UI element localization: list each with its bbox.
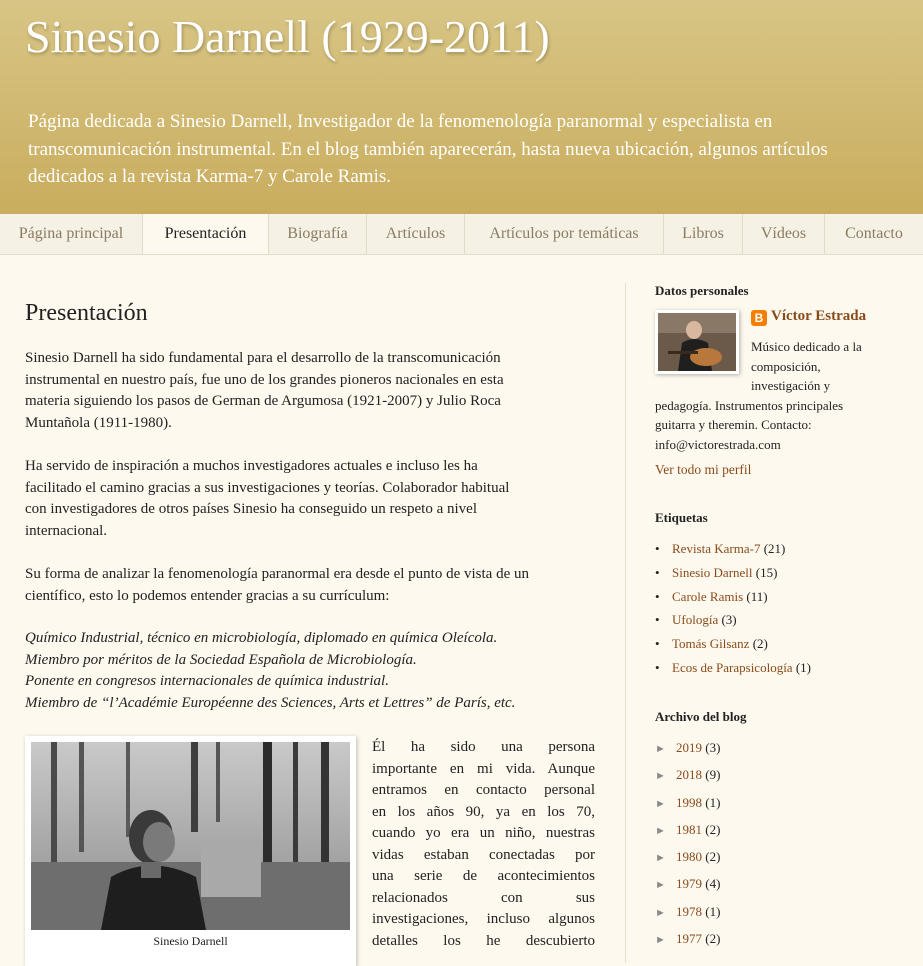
curriculum-item: Miembro por méritos de la Sociedad Española de Microbiología. [25,651,417,668]
archive-item [655,929,720,956]
archive-item [655,793,720,820]
archive-widget-title: Archivo del blog [655,709,747,724]
archive-item [655,847,720,874]
label-item [655,658,811,682]
bullet-icon: • [655,541,660,556]
label-link[interactable]: Ufología [672,612,719,628]
tab-contacto[interactable]: Contacto [845,225,903,242]
bullet-icon: • [655,564,660,580]
label-count: (1) [795,659,811,675]
curriculum-item: Químico Industrial, técnico en microbiología, diplomado en química Oleícola. [25,630,498,646]
archive-count: (1) [705,794,721,810]
text-line: internacional. [25,522,108,539]
tab-articulos-tematicas[interactable]: Artículos por temáticas [465,214,664,254]
tab-biografia[interactable]: Biografía [269,214,367,254]
text-line: cuando yo era un niño, nuestras [372,825,595,841]
bullet-icon: • [655,588,660,604]
archive-year-link[interactable]: 1981 [676,821,702,837]
label-count: (3) [721,612,737,628]
text-line: Muntañola (1911-1980). [25,414,172,431]
archive-item [655,738,720,765]
blog-description: Página dedicada a Sinesio Darnell, Investigador de la fenomenología paranormal y especialista en transcomunicación instrumental. En el blog también aparecerán, hasta nueva ubicación, algunos artículos dedicados a la revista Karma-7 y Carole Ramis. [28,111,828,187]
label-link[interactable]: Tomás Gilsanz [672,636,750,652]
tab-videos[interactable]: Vídeos [743,214,825,254]
label-link[interactable]: Revista Karma-7 [672,541,761,556]
text-line: Ha servido de inspiración a muchos investigadores actuales e incluso les ha [25,458,478,474]
text-line: en los años 90, ya en los 70, [372,803,595,820]
text-line: con investigadores de otros países Sinesio ha conseguido un respeto a nivel [25,501,477,517]
profile-about-line: pedagogía. Instrumentos principales [655,397,844,413]
archive-year-link[interactable]: 2018 [676,767,702,783]
label-item [655,539,811,563]
profile-widget-title: Datos personales [655,283,749,298]
archive-item [655,820,720,847]
archive-year-link[interactable]: 1978 [676,903,702,919]
label-link[interactable]: Ecos de Parapsicología [672,659,793,675]
text-line: científico, esto lo podemos entender gracias a su currículum: [25,587,390,604]
tab-presentacion[interactable]: Presentación [143,214,269,254]
tab-pagina-principal[interactable]: Página principal [0,214,143,254]
blogger-icon: B [751,310,767,326]
sidebar-divider [625,283,626,963]
tab-articulos[interactable]: Artículos [367,214,465,254]
label-count: (2) [752,636,768,652]
post-paragraph-1 [25,348,600,434]
text-line: investigaciones, incluso algunos [372,911,595,927]
expand-arrow-icon[interactable]: ► [655,906,666,919]
label-link[interactable]: Sinesio Darnell [672,564,753,580]
curriculum-item: Ponente en congresos internacionales de química industrial. [25,673,389,689]
text-line: materia siguiendo los pasos de German de Argumosa (1921-2007) y Julio Roca [25,393,501,409]
bullet-icon: • [655,612,660,628]
text-line: Él ha sido una persona [372,739,595,755]
expand-arrow-icon[interactable]: ► [655,824,666,837]
bullet-icon: • [655,636,660,652]
page-tabs [0,214,923,255]
archive-count: (3) [705,740,721,755]
curriculum-list [25,628,600,714]
expand-arrow-icon[interactable]: ► [655,934,666,947]
photo-caption: Sinesio Darnell [153,934,228,948]
profile-about-line: investigación y [751,378,831,393]
bullet-icon: • [655,659,660,675]
label-item [655,563,811,587]
text-line: entramos en contacto personal [372,782,595,798]
profile-about-line: Músico dedicado a la [751,339,862,354]
label-count: (11) [746,588,768,604]
archive-year-link[interactable]: 2019 [676,740,702,755]
blog-header [0,0,923,214]
archive-item [655,765,720,792]
profile-about-line: info@victorestrada.com [655,436,781,452]
archive-item [655,902,720,929]
archive-count: (4) [705,876,721,892]
archive-list [655,738,720,956]
post-paragraph-3 [25,564,600,607]
profile-name-link[interactable]: Víctor Estrada [771,308,867,324]
profile-avatar[interactable] [655,310,739,374]
text-line: vidas estaban conectadas por [372,846,595,863]
archive-year-link[interactable]: 1980 [676,849,702,865]
archive-count: (2) [705,931,721,947]
expand-arrow-icon[interactable]: ► [655,743,666,755]
tab-libros[interactable]: Libros [664,214,743,254]
labels-list [655,539,811,682]
text-line: relacionados con sus [372,889,595,906]
text-line: una serie de acontecimientos [372,868,595,884]
label-item [655,634,811,658]
profile-about-line: composición, [751,358,821,374]
archive-count: (2) [705,821,721,837]
text-line: facilitado el camino gracias a sus investigaciones y teorías. Colaborador habitual [25,479,510,496]
labels-widget-title: Etiquetas [655,510,708,525]
photo-side-text [372,737,595,952]
text-line: instrumental en nuestro país, fue uno de los grandes pioneros nacionales en esta [25,371,504,388]
text-line: detalles los he descubierto [372,932,595,949]
label-count: (15) [755,564,778,580]
text-line: Su forma de analizar la fenomenología paranormal era desde el punto de vista de un [25,566,529,582]
label-item [655,587,811,611]
text-line: importante en mi vida. Aunque [372,760,595,777]
curriculum-item: Miembro de “l’Académie Européenne des Sciences, Arts et Lettres” de París, etc. [25,694,516,711]
archive-count: (2) [705,849,721,865]
archive-year-link[interactable]: 1977 [676,931,702,947]
label-count: (21) [763,541,786,556]
sinesio-photo[interactable] [31,742,350,930]
expand-arrow-icon[interactable]: ► [655,797,666,810]
archive-count: (9) [705,767,721,783]
label-item [655,610,811,634]
expand-arrow-icon[interactable]: ► [655,852,666,865]
archive-item [655,874,720,901]
expand-arrow-icon[interactable]: ► [655,879,666,892]
profile-about-line: guitarra y theremin. Contacto: [655,417,812,432]
post-paragraph-2 [25,456,600,542]
text-line: Sinesio Darnell ha sido fundamental para el desarrollo de la transcomunicación [25,350,501,366]
view-full-profile-link[interactable]: Ver todo mi perfil [655,462,752,477]
expand-arrow-icon[interactable]: ► [655,770,666,783]
blog-title[interactable]: Sinesio Darnell (1929-2011) [25,11,550,62]
label-link[interactable]: Carole Ramis [672,588,744,604]
photo-frame [25,736,356,966]
archive-year-link[interactable]: 1998 [676,794,702,810]
archive-count: (1) [705,903,721,919]
post-title: Presentación [25,300,148,326]
archive-year-link[interactable]: 1979 [676,876,702,892]
